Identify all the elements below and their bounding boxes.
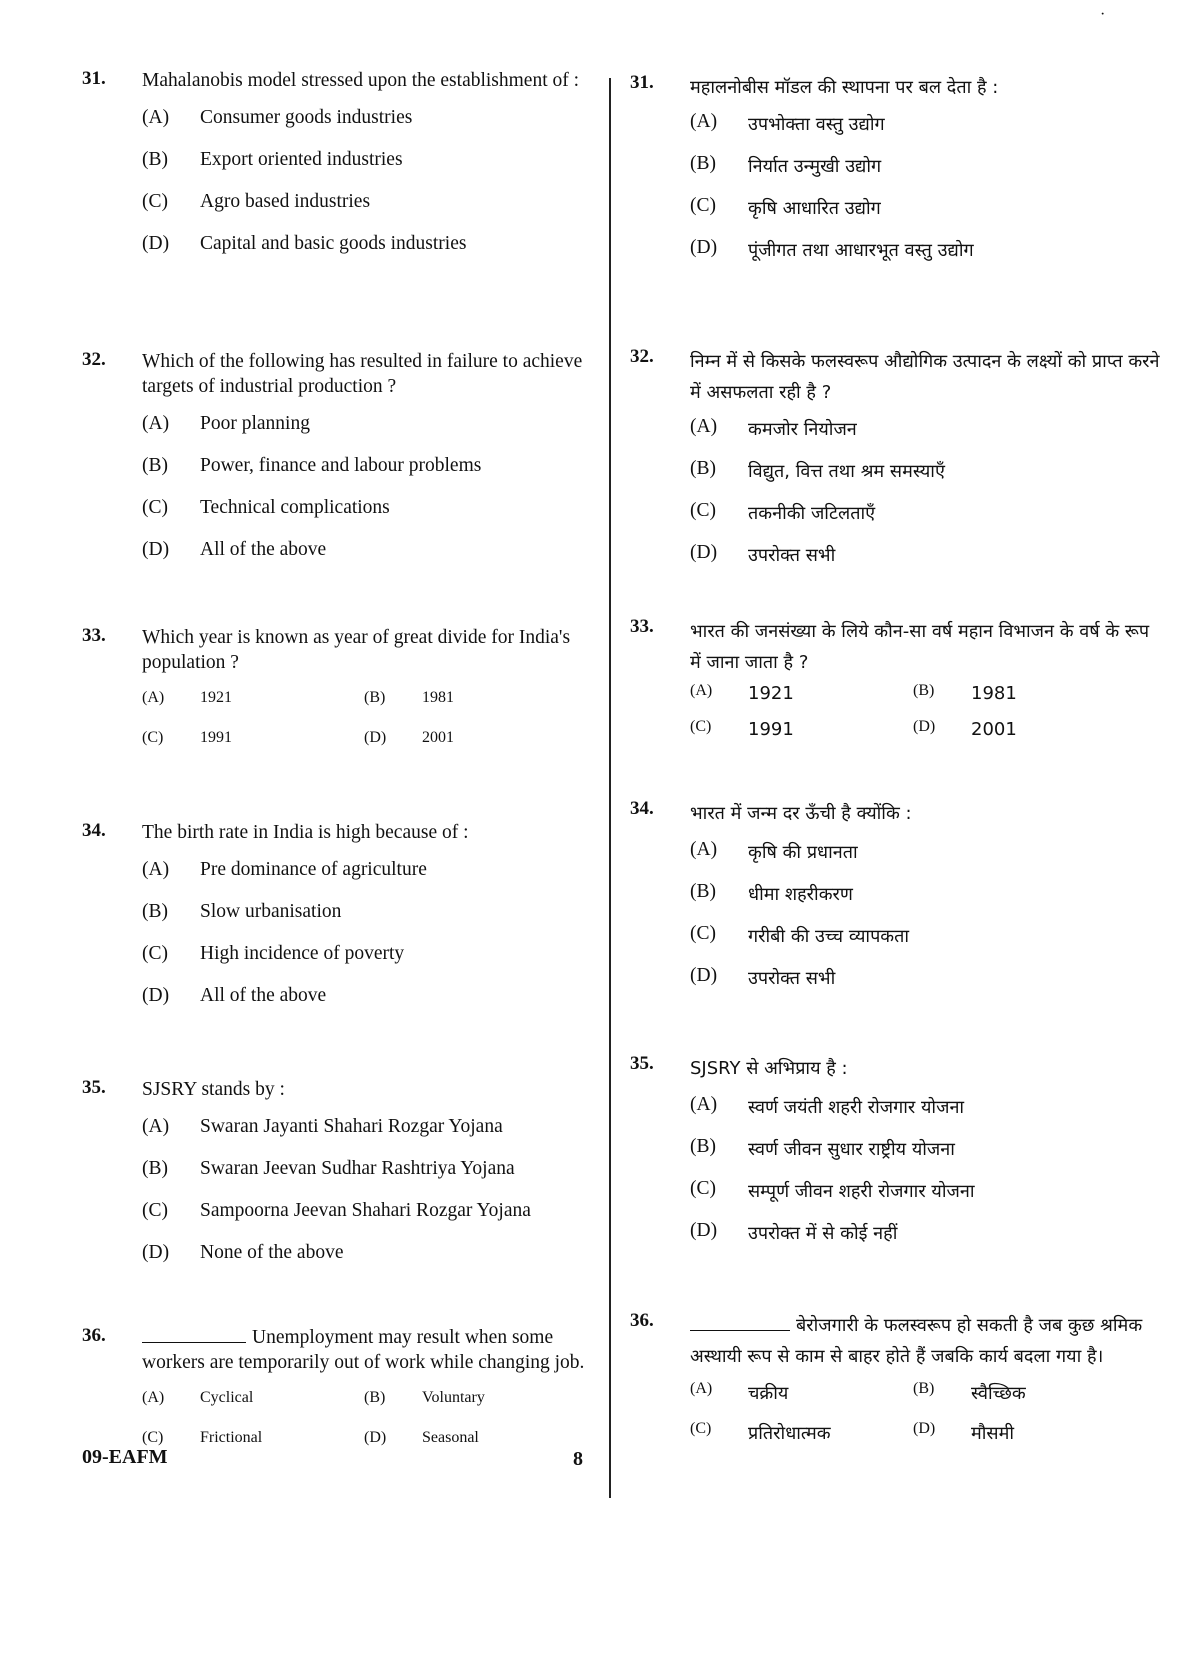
answer-blank	[142, 1342, 246, 1343]
option-label: (C)	[142, 191, 168, 212]
question-32-en	[82, 349, 602, 581]
option-text: Export oriented industries	[200, 149, 403, 170]
option-b[interactable]	[913, 1380, 1143, 1420]
question-text	[690, 1310, 1160, 1372]
option-text: Consumer goods industries	[200, 107, 413, 128]
option-text: Technical complications	[200, 497, 390, 518]
option-text: गरीबी की उच्च व्यापकता	[748, 926, 910, 947]
option-label: (C)	[690, 500, 716, 521]
option-label: (B)	[142, 1158, 168, 1179]
option-label: (C)	[142, 497, 168, 518]
option-d[interactable]	[913, 1420, 1143, 1460]
option-label: (A)	[142, 1389, 165, 1406]
option-b[interactable]	[142, 149, 602, 191]
question-number: 35.	[82, 1077, 106, 1098]
option-text: स्वर्ण जयंती शहरी रोजगार योजना	[748, 1097, 965, 1118]
option-label: (A)	[142, 413, 170, 434]
question-number: 32.	[630, 346, 654, 367]
question-number: 34.	[82, 820, 106, 841]
option-label: (D)	[142, 1242, 170, 1263]
option-label: (A)	[690, 416, 718, 437]
option-label: (B)	[913, 682, 935, 699]
option-a[interactable]	[690, 839, 1160, 881]
option-text: High incidence of poverty	[200, 943, 405, 964]
option-a[interactable]	[142, 413, 602, 455]
option-label: (B)	[364, 1389, 386, 1406]
option-text: Sampoorna Jeevan Shahari Rozgar Yojana	[200, 1200, 531, 1221]
option-text: कमजोर नियोजन	[748, 419, 857, 440]
option-d[interactable]	[142, 233, 602, 275]
question-text: Mahalanobis model stressed upon the establishment of :	[142, 70, 580, 91]
option-text: Seasonal	[422, 1429, 479, 1446]
option-d[interactable]	[690, 542, 1160, 584]
option-label: (C)	[142, 1429, 164, 1446]
option-b[interactable]	[142, 901, 602, 943]
option-label: (B)	[913, 1380, 935, 1397]
option-text: All of the above	[200, 985, 327, 1006]
option-label: (D)	[690, 237, 718, 258]
option-text: Power, finance and labour problems	[200, 455, 482, 476]
option-d[interactable]	[690, 237, 1160, 279]
option-text: Agro based industries	[200, 191, 371, 212]
option-label: (D)	[913, 1420, 936, 1437]
question-31-hi	[630, 72, 1160, 279]
option-d[interactable]	[364, 729, 594, 769]
option-d[interactable]	[913, 718, 1143, 758]
option-text: Cyclical	[200, 1389, 254, 1406]
question-text-body: बेरोजगारी के फलस्वरूप हो सकती है जब कुछ श्रमिक अस्थायी रूप से काम से बाहर होते हैं जबकि कार्य बदला गया है।	[690, 1315, 1143, 1367]
option-b[interactable]	[364, 1389, 594, 1429]
question-number: 31.	[630, 72, 654, 93]
option-c[interactable]	[142, 943, 602, 985]
option-text: Frictional	[200, 1429, 263, 1446]
question-33-en	[82, 625, 602, 769]
option-b[interactable]	[690, 1136, 1160, 1178]
option-label: (D)	[142, 233, 170, 254]
option-label: (D)	[364, 1429, 387, 1446]
option-c[interactable]	[690, 1420, 920, 1460]
option-label: (A)	[690, 111, 718, 132]
option-text: मौसमी	[971, 1423, 1015, 1444]
option-b[interactable]	[690, 153, 1160, 195]
option-c[interactable]	[690, 195, 1160, 237]
option-label: (C)	[690, 923, 716, 944]
question-34-hi	[630, 798, 1160, 1007]
option-label: (D)	[690, 965, 718, 986]
option-d[interactable]	[142, 985, 602, 1027]
option-label: (B)	[690, 881, 716, 902]
option-text: 1991	[748, 719, 794, 740]
option-label: (A)	[142, 859, 170, 880]
option-text: उपरोक्त में से कोई नहीं	[748, 1223, 898, 1244]
option-a[interactable]	[142, 1389, 372, 1429]
option-text: निर्यात उन्मुखी उद्योग	[748, 156, 882, 177]
option-b[interactable]	[142, 455, 602, 497]
option-text: 1991	[200, 729, 232, 746]
option-text: Voluntary	[422, 1389, 485, 1406]
option-label: (A)	[690, 682, 713, 699]
option-label: (A)	[690, 1094, 718, 1115]
option-label: (B)	[142, 149, 168, 170]
option-c[interactable]	[142, 1429, 372, 1469]
option-text: 1921	[748, 683, 794, 704]
option-text: Capital and basic goods industries	[200, 233, 467, 254]
question-text: SJSRY stands by :	[142, 1079, 285, 1100]
question-text: Which of the following has resulted in failure to achieve targets of industrial production ?	[142, 351, 583, 397]
option-text: 1981	[971, 683, 1017, 704]
option-c[interactable]	[142, 497, 602, 539]
question-text	[142, 1325, 602, 1375]
option-c[interactable]	[142, 729, 372, 769]
option-text: सम्पूर्ण जीवन शहरी रोजगार योजना	[748, 1181, 975, 1202]
option-label: (A)	[142, 107, 170, 128]
question-text: महालनोबीस मॉडल की स्थापना पर बल देता है :	[690, 77, 999, 98]
option-a[interactable]	[690, 1094, 1160, 1136]
option-text: चक्रीय	[748, 1383, 789, 1404]
question-text: Which year is known as year of great divide for India's population ?	[142, 627, 571, 673]
option-text: स्वैच्छिक	[971, 1383, 1026, 1404]
option-text: Pre dominance of agriculture	[200, 859, 427, 880]
option-a[interactable]	[690, 416, 1160, 458]
option-text: None of the above	[200, 1242, 344, 1263]
question-text: निम्न में से किसके फलस्वरूप औद्योगिक उत्पादन के लक्ष्यों को प्राप्त करने में असफलता रही है ?	[690, 351, 1160, 403]
option-label: (B)	[142, 455, 168, 476]
option-d[interactable]	[364, 1429, 594, 1469]
option-b[interactable]	[913, 682, 1143, 722]
option-label: (C)	[142, 1200, 168, 1221]
option-label: (C)	[690, 1178, 716, 1199]
option-label: (C)	[142, 943, 168, 964]
options-grid	[82, 689, 602, 769]
option-label: (B)	[690, 153, 716, 174]
option-label: (D)	[142, 985, 170, 1006]
question-text: The birth rate in India is high because of :	[142, 822, 469, 843]
option-a[interactable]	[142, 859, 602, 901]
option-c[interactable]	[690, 500, 1160, 542]
option-b[interactable]	[142, 1158, 602, 1200]
question-text: SJSRY से अभिप्राय है :	[690, 1058, 848, 1079]
option-text: स्वर्ण जीवन सुधार राष्ट्रीय योजना	[748, 1139, 955, 1160]
option-text: उपरोक्त सभी	[748, 545, 836, 566]
paper-code: 09-EAFM	[82, 1446, 168, 1468]
option-c[interactable]	[690, 718, 920, 758]
option-label: (D)	[364, 729, 387, 746]
question-34-en	[82, 820, 602, 1027]
option-label: (B)	[690, 1136, 716, 1157]
option-text: उपरोक्त सभी	[748, 968, 836, 989]
question-number: 35.	[630, 1053, 654, 1074]
question-number: 31.	[82, 68, 106, 89]
column-divider	[609, 78, 611, 1498]
option-text: 1921	[200, 689, 232, 706]
question-text: भारत की जनसंख्या के लिये कौन-सा वर्ष महान विभाजन के वर्ष के रूप में जाना जाता है ?	[690, 621, 1150, 673]
option-a[interactable]	[690, 111, 1160, 153]
option-label: (B)	[364, 689, 386, 706]
option-text: Swaran Jeevan Sudhar Rashtriya Yojana	[200, 1158, 515, 1179]
option-text: Slow urbanisation	[200, 901, 342, 922]
question-number: 36.	[630, 1310, 654, 1331]
option-b[interactable]	[690, 458, 1160, 500]
option-text: 1981	[422, 689, 454, 706]
question-number: 36.	[82, 1325, 106, 1346]
option-text: 2001	[422, 729, 454, 746]
option-label: (D)	[913, 718, 936, 735]
question-32-hi	[630, 346, 1160, 584]
question-36-hi	[630, 1310, 1160, 1460]
option-a[interactable]	[690, 682, 920, 722]
question-number: 33.	[82, 625, 106, 646]
option-label: (D)	[142, 539, 170, 560]
option-label: (A)	[142, 689, 165, 706]
question-text: भारत में जन्म दर ऊँची है क्योंकि :	[690, 803, 912, 824]
option-label: (A)	[142, 1116, 170, 1137]
option-label: (C)	[142, 729, 164, 746]
option-label: (A)	[690, 839, 718, 860]
option-text: 2001	[971, 719, 1017, 740]
option-c[interactable]	[690, 1178, 1160, 1220]
question-35-en	[82, 1077, 602, 1284]
option-c[interactable]	[690, 923, 1160, 965]
option-a[interactable]	[142, 689, 372, 729]
option-b[interactable]	[690, 881, 1160, 923]
option-label: (D)	[690, 1220, 718, 1241]
options-grid	[630, 1380, 1160, 1460]
option-label: (D)	[690, 542, 718, 563]
option-text: Swaran Jayanti Shahari Rozgar Yojana	[200, 1116, 503, 1137]
option-d[interactable]	[690, 965, 1160, 1007]
question-number: 34.	[630, 798, 654, 819]
option-d[interactable]	[690, 1220, 1160, 1262]
option-label: (A)	[690, 1380, 713, 1397]
option-a[interactable]	[142, 1116, 602, 1158]
option-label: (C)	[690, 195, 716, 216]
option-label: (B)	[690, 458, 716, 479]
option-label: (C)	[690, 1420, 712, 1437]
option-text: धीमा शहरीकरण	[748, 884, 853, 905]
question-text-body: Unemployment may result when some workers are temporarily out of work while changing job.	[142, 1327, 585, 1373]
option-label: (B)	[142, 901, 168, 922]
option-text: विद्युत, वित्त तथा श्रम समस्याएँ	[748, 461, 945, 482]
option-d[interactable]	[142, 1242, 602, 1284]
option-c[interactable]	[142, 1200, 602, 1242]
option-c[interactable]	[142, 191, 602, 233]
question-number: 33.	[630, 616, 654, 637]
option-text: कृषि आधारित उद्योग	[748, 198, 881, 219]
answer-blank	[690, 1330, 790, 1331]
option-d[interactable]	[142, 539, 602, 581]
corner-mark: ·	[1100, 6, 1106, 23]
options-grid	[630, 682, 1160, 758]
option-text: Poor planning	[200, 413, 310, 434]
option-text: उपभोक्ता वस्तु उद्योग	[748, 114, 885, 135]
option-text: तकनीकी जटिलताएँ	[748, 503, 876, 524]
option-text: प्रतिरोधात्मक	[748, 1423, 831, 1444]
question-number: 32.	[82, 349, 106, 370]
option-b[interactable]	[364, 689, 594, 729]
option-label: (C)	[690, 718, 712, 735]
question-35-hi	[630, 1053, 1160, 1262]
question-33-hi	[630, 616, 1160, 758]
option-a[interactable]	[142, 107, 602, 149]
option-text: All of the above	[200, 539, 327, 560]
option-text: कृषि की प्रधानता	[748, 842, 858, 863]
question-31-en	[82, 68, 602, 275]
option-a[interactable]	[690, 1380, 920, 1420]
option-text: पूंजीगत तथा आधारभूत वस्तु उद्योग	[748, 240, 974, 261]
page-number: 8	[573, 1448, 583, 1470]
